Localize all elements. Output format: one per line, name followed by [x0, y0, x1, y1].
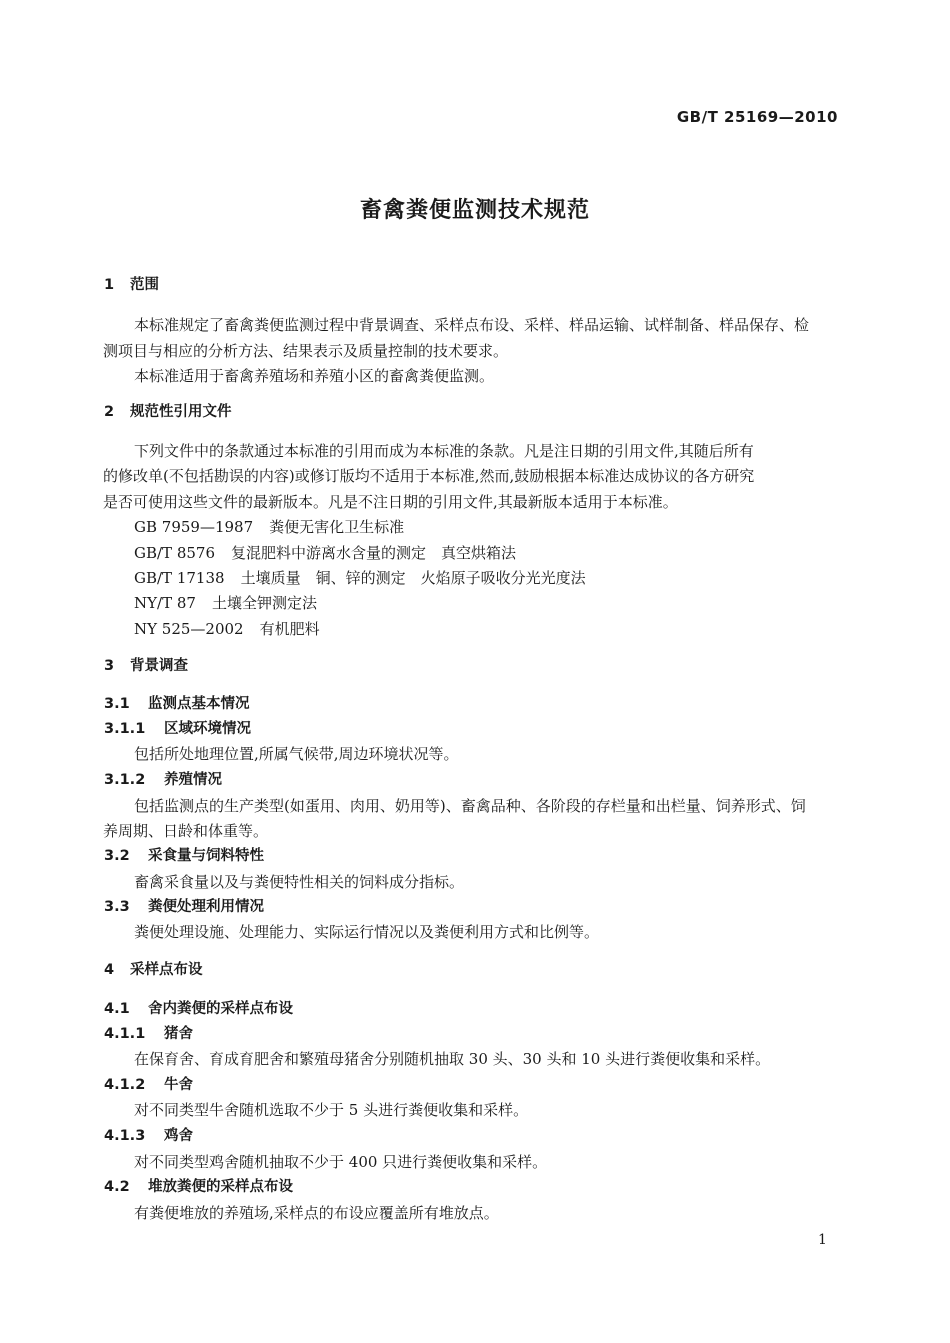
section-title: 采样点布设 — [130, 962, 203, 978]
subsection-number: 3.3 — [104, 899, 130, 915]
subsection-title: 养殖情况 — [164, 772, 222, 788]
paragraph-line: 本标准规定了畜禽粪便监测过程中背景调查、采样点布设、采样、样品运输、试样制备、样品保存、检 — [134, 316, 810, 334]
subsection-title: 监测点基本情况 — [148, 696, 250, 712]
subsection-heading — [104, 845, 264, 867]
section-heading — [104, 959, 203, 981]
section-number: 2 — [104, 404, 115, 420]
section-number: 4 — [104, 962, 115, 978]
paragraph-line: 畜禽采食量以及与粪便特性相关的饲料成分指标。 — [134, 873, 465, 891]
subsection-number: 3.1 — [104, 696, 130, 712]
section-heading — [104, 655, 188, 677]
section-title: 范围 — [130, 277, 159, 293]
subsection-title: 舍内粪便的采样点布设 — [148, 1001, 293, 1017]
reference-title: 土壤全钾测定法 — [211, 594, 317, 612]
subsection-number: 4.1.2 — [104, 1077, 146, 1093]
subsection-heading — [104, 718, 251, 740]
reference-title: 土壤质量 铜、锌的测定 火焰原子吸收分光光度法 — [240, 569, 586, 587]
subsection-title: 采食量与饲料特性 — [148, 848, 264, 864]
paragraph-line: 包括监测点的生产类型(如蛋用、肉用、奶用等)、畜禽品种、各阶段的存栏量和出栏量、饲养形式、饲 — [134, 797, 806, 815]
document-title: 畜禽粪便监测技术规范 — [359, 198, 590, 223]
page-number: 1 — [818, 1232, 827, 1248]
subsection-heading — [104, 1125, 193, 1147]
section-title: 规范性引用文件 — [130, 404, 232, 420]
reference-title: 有机肥料 — [259, 620, 320, 638]
reference-code: NY/T 87 — [134, 594, 196, 612]
subsection-title: 粪便处理利用情况 — [148, 899, 264, 915]
reference-code: GB/T 8576 — [134, 544, 216, 562]
reference-title: 复混肥料中游离水含量的测定 真空烘箱法 — [231, 544, 517, 562]
subsection-heading — [104, 769, 222, 791]
reference-item — [134, 516, 404, 538]
reference-code: GB 7959—1987 — [134, 518, 254, 536]
reference-item — [134, 567, 586, 589]
paragraph-line: 对不同类型牛舍随机选取不少于 5 头进行粪便收集和采样。 — [134, 1101, 529, 1119]
subsection-heading — [104, 896, 264, 918]
reference-title: 粪便无害化卫生标准 — [269, 518, 405, 536]
subsection-number: 4.1.1 — [104, 1026, 146, 1042]
paragraph-line: 在保育舍、育成育肥舍和繁殖母猪舍分别随机抽取 30 头、30 头和 10 头进行粪便收集和采样。 — [134, 1050, 771, 1068]
subsection-heading — [104, 693, 250, 715]
subsection-heading — [104, 998, 293, 1020]
reference-code: GB/T 17138 — [134, 569, 225, 587]
paragraph-line: 本标准适用于畜禽养殖场和养殖小区的畜禽粪便监测。 — [134, 367, 495, 385]
subsection-number: 4.1 — [104, 1001, 130, 1017]
paragraph-line: 对不同类型鸡舍随机抽取不少于 400 只进行粪便收集和采样。 — [134, 1153, 548, 1171]
reference-item — [134, 618, 320, 640]
subsection-heading — [104, 1023, 193, 1045]
subsection-heading — [104, 1176, 293, 1198]
paragraph-line: 包括所处地理位置,所属气候带,周边环境状况等。 — [134, 745, 459, 763]
paragraph-line: 是否可使用这些文件的最新版本。凡是不注日期的引用文件,其最新版本适用于本标准。 — [103, 493, 678, 511]
section-heading — [104, 401, 232, 423]
subsection-title: 鸡舍 — [164, 1128, 193, 1144]
subsection-title: 区域环境情况 — [164, 721, 251, 737]
paragraph-line: 的修改单(不包括勘误的内容)或修订版均不适用于本标准,然而,鼓励根据本标准达成协议的各方研究 — [103, 467, 755, 485]
paragraph-line: 下列文件中的条款通过本标准的引用而成为本标准的条款。凡是注日期的引用文件,其随后所有 — [134, 442, 754, 460]
paragraph-line: 有粪便堆放的养殖场,采样点的布设应覆盖所有堆放点。 — [134, 1204, 499, 1222]
subsection-number: 3.2 — [104, 848, 130, 864]
reference-item — [134, 542, 516, 564]
reference-item — [134, 592, 317, 614]
subsection-title: 堆放粪便的采样点布设 — [148, 1179, 293, 1195]
subsection-heading — [104, 1074, 193, 1096]
subsection-number: 4.1.3 — [104, 1128, 146, 1144]
paragraph-line: 测项目与相应的分析方法、结果表示及质量控制的技术要求。 — [103, 342, 509, 360]
paragraph-line: 粪便处理设施、处理能力、实际运行情况以及粪便利用方式和比例等。 — [134, 923, 600, 941]
section-title: 背景调查 — [130, 658, 188, 674]
subsection-title: 猪舍 — [164, 1026, 193, 1042]
subsection-title: 牛舍 — [164, 1077, 193, 1093]
section-number: 3 — [104, 658, 115, 674]
paragraph-line: 养周期、日龄和体重等。 — [103, 822, 269, 840]
section-heading — [104, 274, 159, 296]
subsection-number: 3.1.2 — [104, 772, 146, 788]
subsection-number: 3.1.1 — [104, 721, 146, 737]
reference-code: NY 525—2002 — [134, 620, 244, 638]
section-number: 1 — [104, 277, 115, 293]
standard-code: GB/T 25169—2010 — [676, 108, 838, 126]
subsection-number: 4.2 — [104, 1179, 130, 1195]
